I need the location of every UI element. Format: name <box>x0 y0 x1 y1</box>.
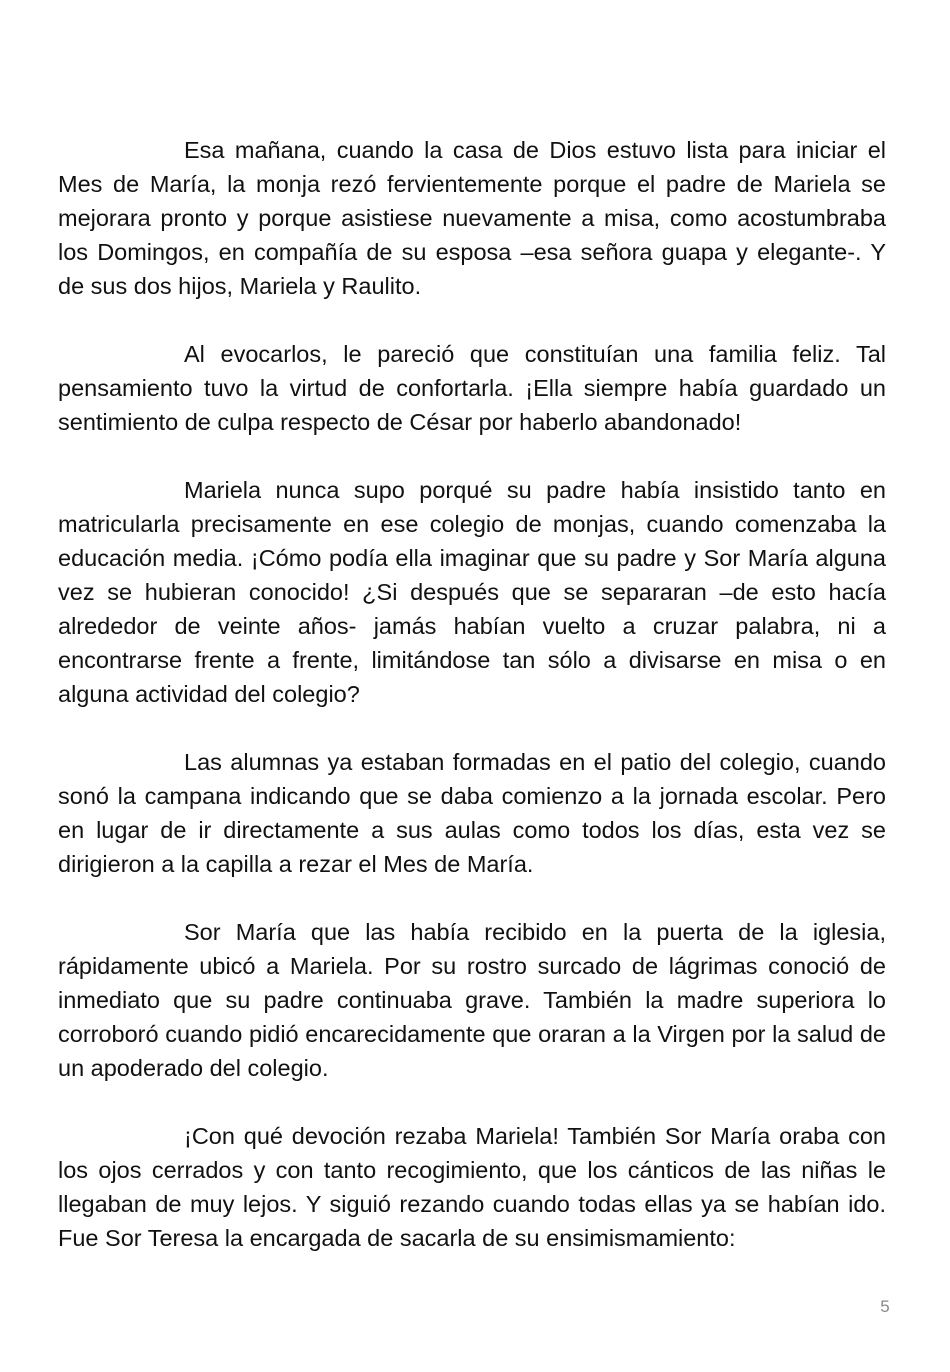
paragraph-1: Esa mañana, cuando la casa de Dios estuvo lista para iniciar el Mes de María, la monja rezó fervientemente porque el padre de Mariela se mejorara pronto y porque asistiese nuevamente a misa, como acostumbraba los Domingos, en compañía de su esposa –esa señora guapa y elegante-. Y de sus dos hijos, Mariela y Raulito. <box>58 137 886 299</box>
paragraph-2: Al evocarlos, le pareció que constituían una familia feliz. Tal pensamiento tuvo la virtud de confortarla. ¡Ella siempre había guardado un sentimiento de culpa respecto de César por haberlo abandonado! <box>58 341 886 435</box>
paragraph-5: Sor María que las había recibido en la puerta de la iglesia, rápidamente ubicó a Mariela. Por su rostro surcado de lágrimas conoció de inmediato que su padre continuaba grave. También la madre superiora lo corroboró cuando pidió encarecidamente que oraran a la Virgen por la salud de un apoderado del colegio. <box>58 919 886 1081</box>
paragraph-4: Las alumnas ya estaban formadas en el patio del colegio, cuando sonó la campana indicando que se daba comienzo a la jornada escolar. Pero en lugar de ir directamente a sus aulas como todos los días, esta vez se dirigieron a la capilla a rezar el Mes de María. <box>58 749 886 877</box>
paragraph-6: ¡Con qué devoción rezaba Mariela! También Sor María oraba con los ojos cerrados y con tanto recogimiento, que los cánticos de las niñas le llegaban de muy lejos. Y siguió rezando cuando todas ellas ya se habían ido. Fue Sor Teresa la encargada de sacarla de su ensimismamiento: <box>58 1123 886 1251</box>
body-text <box>58 133 886 1289</box>
paragraph-3: Mariela nunca supo porqué su padre había insistido tanto en matricularla precisamente en ese colegio de monjas, cuando comenzaba la educación media. ¡Cómo podía ella imaginar que su padre y Sor María alguna vez se hubieran conocido! ¿Si después que se separaran –de esto hacía alrededor de veinte años- jamás habían vuelto a cruzar palabra, ni a encontrarse frente a frente, limitándose tan sólo a divisarse en misa o en alguna actividad del colegio? <box>58 477 886 707</box>
page-number: 5 <box>880 1297 890 1316</box>
